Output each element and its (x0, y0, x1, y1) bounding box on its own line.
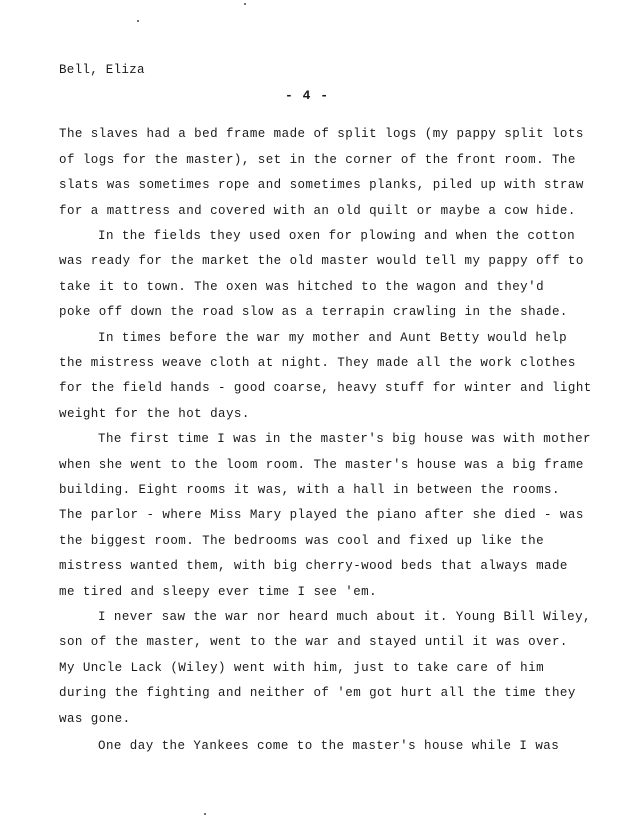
text-line: My Uncle Lack (Wiley) went with him, just to take care of him (59, 661, 545, 675)
paper-speck (137, 20, 139, 22)
page-number: - 4 - (284, 88, 329, 103)
text-line: weight for the hot days. (59, 407, 250, 421)
text-line: The slaves had a bed frame made of split logs (my pappy split lots (59, 127, 584, 141)
text-line: take it to town. The oxen was hitched to the wagon and they'd (59, 280, 545, 294)
text-line: the biggest room. The bedrooms was cool and fixed up like the (59, 534, 545, 548)
text-line: of logs for the master), set in the corner of the front room. The (59, 153, 576, 167)
text-line: during the fighting and neither of 'em got hurt all the time they (59, 686, 576, 700)
text-line: building. Eight rooms it was, with a hall in between the rooms. (59, 483, 560, 497)
text-line: was gone. (59, 712, 131, 726)
paper-speck (204, 813, 206, 815)
text-line: In times before the war my mother and Aunt Betty would help (98, 331, 568, 345)
text-line: slats was sometimes rope and sometimes planks, piled up with straw (59, 178, 584, 192)
text-line: poke off down the road slow as a terrapin crawling in the shade. (59, 305, 568, 319)
text-line: the mistress weave cloth at night. They made all the work clothes (59, 356, 576, 370)
text-line: The parlor - where Miss Mary played the piano after she died - was (59, 508, 584, 522)
text-line: The first time I was in the master's big house was with mother (98, 432, 591, 446)
text-line: for a mattress and covered with an old quilt or maybe a cow hide. (59, 204, 576, 218)
paper-speck (244, 3, 246, 5)
text-line: son of the master, went to the war and stayed until it was over. (59, 635, 568, 649)
text-line: for the field hands - good coarse, heavy stuff for winter and light (59, 381, 592, 395)
text-line: I never saw the war nor heard much about it. Young Bill Wiley, (98, 610, 591, 624)
text-line: me tired and sleepy ever time I see 'em. (59, 585, 378, 599)
text-line: was ready for the market the old master would tell my pappy off to (59, 254, 584, 268)
text-line: mistress wanted them, with big cherry-wood beds that always made (59, 559, 568, 573)
text-line: when she went to the loom room. The master's house was a big frame (59, 458, 584, 472)
header-name: Bell, Eliza (59, 63, 145, 77)
text-line: In the fields they used oxen for plowing and when the cotton (98, 229, 576, 243)
text-line: One day the Yankees come to the master's house while I was (98, 739, 560, 753)
